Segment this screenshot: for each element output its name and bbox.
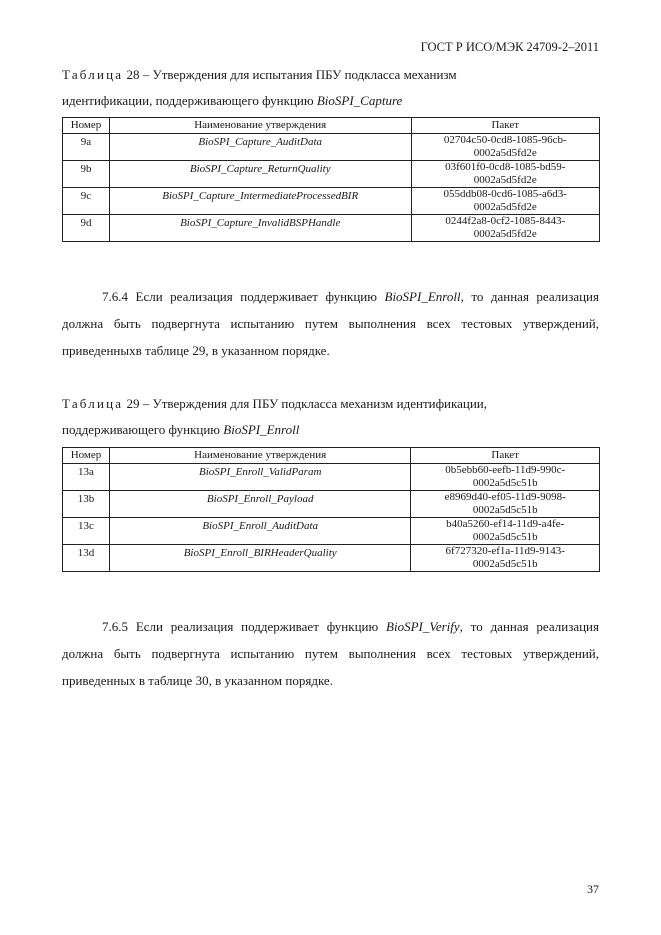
packet-id: 6f727320-ef1a-11d9-9143- 0002a5d5c51b bbox=[411, 545, 600, 572]
table-row bbox=[63, 161, 600, 188]
table29-col-packet: Пакет bbox=[411, 448, 600, 464]
table29-caption-func: BioSPI_Enroll bbox=[223, 422, 300, 437]
table28-col-num: Номер bbox=[63, 118, 110, 134]
packet-id: 055ddb08-0cd6-1085-a6d3- 0002a5d5fd2e bbox=[411, 188, 599, 215]
row-number: 13d bbox=[63, 545, 110, 572]
assertion-name: BioSPI_Enroll_AuditData bbox=[109, 518, 410, 545]
row-number: 13c bbox=[63, 518, 110, 545]
assertion-name: BioSPI_Capture_AuditData bbox=[109, 134, 411, 161]
table28-caption bbox=[62, 62, 602, 114]
paragraph-7-6-4 bbox=[62, 283, 599, 364]
table29-caption-line2: поддерживающего функцию bbox=[62, 422, 224, 437]
assertion-name: BioSPI_Capture_InvalidBSPHandle bbox=[109, 215, 411, 242]
packet-id: 0b5ebb60-eefb-11d9-990c- 0002a5d5c51b bbox=[411, 464, 600, 491]
row-number: 9c bbox=[63, 188, 110, 215]
para764-text-after: , то данная реализация должна быть подвергнута испытанию путем выполнения всех тестовых утверждений, приведенныхв таблице 29, в указанном порядке. bbox=[62, 289, 599, 358]
table28-caption-lead: Таблица bbox=[62, 67, 124, 82]
packet-id: b40a5260-ef14-11d9-a4fe- 0002a5d5c51b bbox=[411, 518, 600, 545]
packet-id: e8969d40-ef05-11d9-9098- 0002a5d5c51b bbox=[411, 491, 600, 518]
table-row bbox=[63, 545, 600, 572]
table29-caption bbox=[62, 391, 602, 443]
assertion-name: BioSPI_Enroll_Payload bbox=[109, 491, 410, 518]
table29-header-row bbox=[63, 448, 600, 464]
table28-col-packet: Пакет bbox=[411, 118, 599, 134]
table-row bbox=[63, 134, 600, 161]
document-id-header: ГОСТ Р ИСО/МЭК 24709-2–2011 bbox=[420, 40, 599, 54]
table-row bbox=[63, 518, 600, 545]
row-number: 13a bbox=[63, 464, 110, 491]
table29-col-name: Наименование утверждения bbox=[109, 448, 410, 464]
row-number: 9d bbox=[63, 215, 110, 242]
packet-id: 0244f2a8-0cf2-1085-8443- 0002a5d5fd2e bbox=[411, 215, 599, 242]
packet-id: 03f601f0-0cd8-1085-bd59- 0002a5d5fd2e bbox=[411, 161, 599, 188]
para765-text-before: 7.6.5 Если реализация поддерживает функцию bbox=[102, 619, 387, 634]
para764-func: BioSPI_Enroll bbox=[384, 289, 461, 304]
table-row bbox=[63, 188, 600, 215]
para764-text-before: 7.6.4 Если реализация поддерживает функцию bbox=[102, 289, 385, 304]
paragraph-7-6-5 bbox=[62, 613, 599, 694]
page-number: 37 bbox=[587, 882, 599, 896]
row-number: 13b bbox=[63, 491, 110, 518]
table-row bbox=[63, 215, 600, 242]
table29-caption-text: 29 – Утверждения для ПБУ подкласса механизм идентификации, bbox=[126, 396, 487, 411]
table28 bbox=[62, 117, 600, 242]
table28-caption-text: 28 – Утверждения для испытания ПБУ подкласса механизм bbox=[126, 67, 457, 82]
table28-header-row bbox=[63, 118, 600, 134]
assertion-name: BioSPI_Enroll_ValidParam bbox=[109, 464, 410, 491]
table-row bbox=[63, 491, 600, 518]
assertion-name: BioSPI_Capture_IntermediateProcessedBIR bbox=[109, 188, 411, 215]
table29-caption-lead: Таблица bbox=[62, 396, 124, 411]
row-number: 9a bbox=[63, 134, 110, 161]
assertion-name: BioSPI_Enroll_BIRHeaderQuality bbox=[109, 545, 410, 572]
table28-caption-line2: идентификации, поддерживающего функцию bbox=[62, 93, 317, 108]
para765-func: BioSPI_Verify bbox=[386, 619, 460, 634]
table28-col-name: Наименование утверждения bbox=[109, 118, 411, 134]
table28-caption-func: BioSPI_Capture bbox=[316, 93, 403, 108]
table-row bbox=[63, 464, 600, 491]
packet-id: 02704c50-0cd8-1085-96cb- 0002a5d5fd2e bbox=[411, 134, 599, 161]
assertion-name: BioSPI_Capture_ReturnQuality bbox=[109, 161, 411, 188]
row-number: 9b bbox=[63, 161, 110, 188]
para765-text-after: , то данная реализация должна быть подвергнута испытанию путем выполнения всех тестовых утверждений, приведенных в таблице 30, в указанном порядке. bbox=[62, 619, 599, 688]
table29-col-num: Номер bbox=[63, 448, 110, 464]
table29 bbox=[62, 447, 600, 572]
